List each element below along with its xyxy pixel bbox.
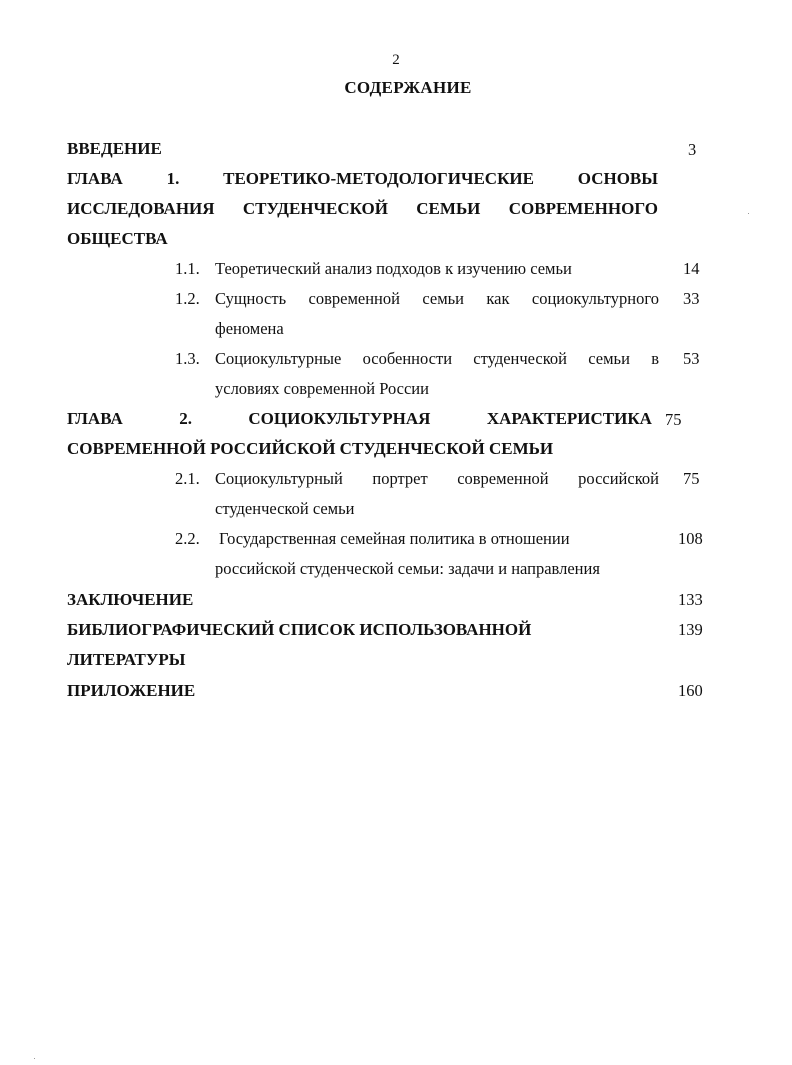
toc-intro-label: ВВЕДЕНИЕ xyxy=(67,139,162,158)
scan-speck xyxy=(748,213,749,214)
section-1-1-page: 14 xyxy=(683,259,700,278)
chapter1-word: СЕМЬИ xyxy=(416,199,481,218)
chapter2-heading-line1 xyxy=(67,409,652,429)
chapter1-heading-line2 xyxy=(67,199,658,219)
section-2-2-number: 2.2. xyxy=(175,529,200,548)
chapter1-word: ОСНОВЫ xyxy=(577,169,658,188)
chapter1-word: 1. xyxy=(166,169,180,188)
section-1-2-number: 1.2. xyxy=(175,289,200,308)
section-1-3-title-line2: условиях современной России xyxy=(215,379,429,398)
chapter1-word: ГЛАВА xyxy=(67,169,123,188)
chapter1-heading-line3: ОБЩЕСТВА xyxy=(67,229,168,248)
chapter2-page: 75 xyxy=(665,410,682,429)
chapter1-word: ИССЛЕДОВАНИЯ xyxy=(67,199,215,218)
toc-conclusion-page: 133 xyxy=(678,590,703,609)
chapter1-word: СОВРЕМЕННОГО xyxy=(508,199,658,218)
section-1-2-title-line2: феномена xyxy=(215,319,284,338)
section-2-1-page: 75 xyxy=(683,469,700,488)
chapter2-word: 2. xyxy=(179,409,192,428)
section-1-1-title: Теоретический анализ подходов к изучению семьи xyxy=(215,259,572,278)
section-1-1-number: 1.1. xyxy=(175,259,200,278)
chapter2-heading-line2: СОВРЕМЕННОЙ РОССИЙСКОЙ СТУДЕНЧЕСКОЙ СЕМЬИ xyxy=(67,439,554,458)
chapter1-heading-line1 xyxy=(67,169,658,189)
chapter2-word: СОЦИОКУЛЬТУРНАЯ xyxy=(248,409,431,428)
section-2-2-title-line2: российской студенческой семьи: задачи и направления xyxy=(215,559,600,578)
section-1-3-title-line1: Социокультурные особенности студенческой семьи в xyxy=(215,349,659,368)
section-2-1-title-line1: Социокультурный портрет современной российской xyxy=(215,469,659,488)
section-2-2-page: 108 xyxy=(678,529,703,548)
page-title: СОДЕРЖАНИЕ xyxy=(344,78,472,97)
chapter1-word: СТУДЕНЧЕСКОЙ xyxy=(242,199,388,218)
section-2-1-title-line2: студенческой семьи xyxy=(215,499,355,518)
toc-conclusion-label: ЗАКЛЮЧЕНИЕ xyxy=(67,590,194,609)
toc-appendix-label: ПРИЛОЖЕНИЕ xyxy=(67,681,196,700)
section-1-3-number: 1.3. xyxy=(175,349,200,368)
chapter2-word: ГЛАВА xyxy=(67,409,123,428)
section-2-2-title-line1: Государственная семейная политика в отношении xyxy=(219,529,570,548)
toc-bibliography-line2: ЛИТЕРАТУРЫ xyxy=(67,650,186,669)
toc-intro-page: 3 xyxy=(688,140,697,159)
section-2-1-number: 2.1. xyxy=(175,469,200,488)
page-number: 2 xyxy=(392,52,400,68)
section-1-3-page: 53 xyxy=(683,349,700,368)
chapter2-word: ХАРАКТЕРИСТИКА xyxy=(486,409,652,428)
scan-speck xyxy=(34,1058,35,1059)
toc-bibliography-line1: БИБЛИОГРАФИЧЕСКИЙ СПИСОК ИСПОЛЬЗОВАННОЙ xyxy=(67,620,532,639)
section-1-2-title-line1: Сущность современной семьи как социокультурного xyxy=(215,289,659,308)
chapter1-word: ТЕОРЕТИКО-МЕТОДОЛОГИЧЕСКИЕ xyxy=(223,169,534,188)
toc-bibliography-page: 139 xyxy=(678,620,703,639)
toc-appendix-page: 160 xyxy=(678,681,703,700)
section-1-2-page: 33 xyxy=(683,289,700,308)
